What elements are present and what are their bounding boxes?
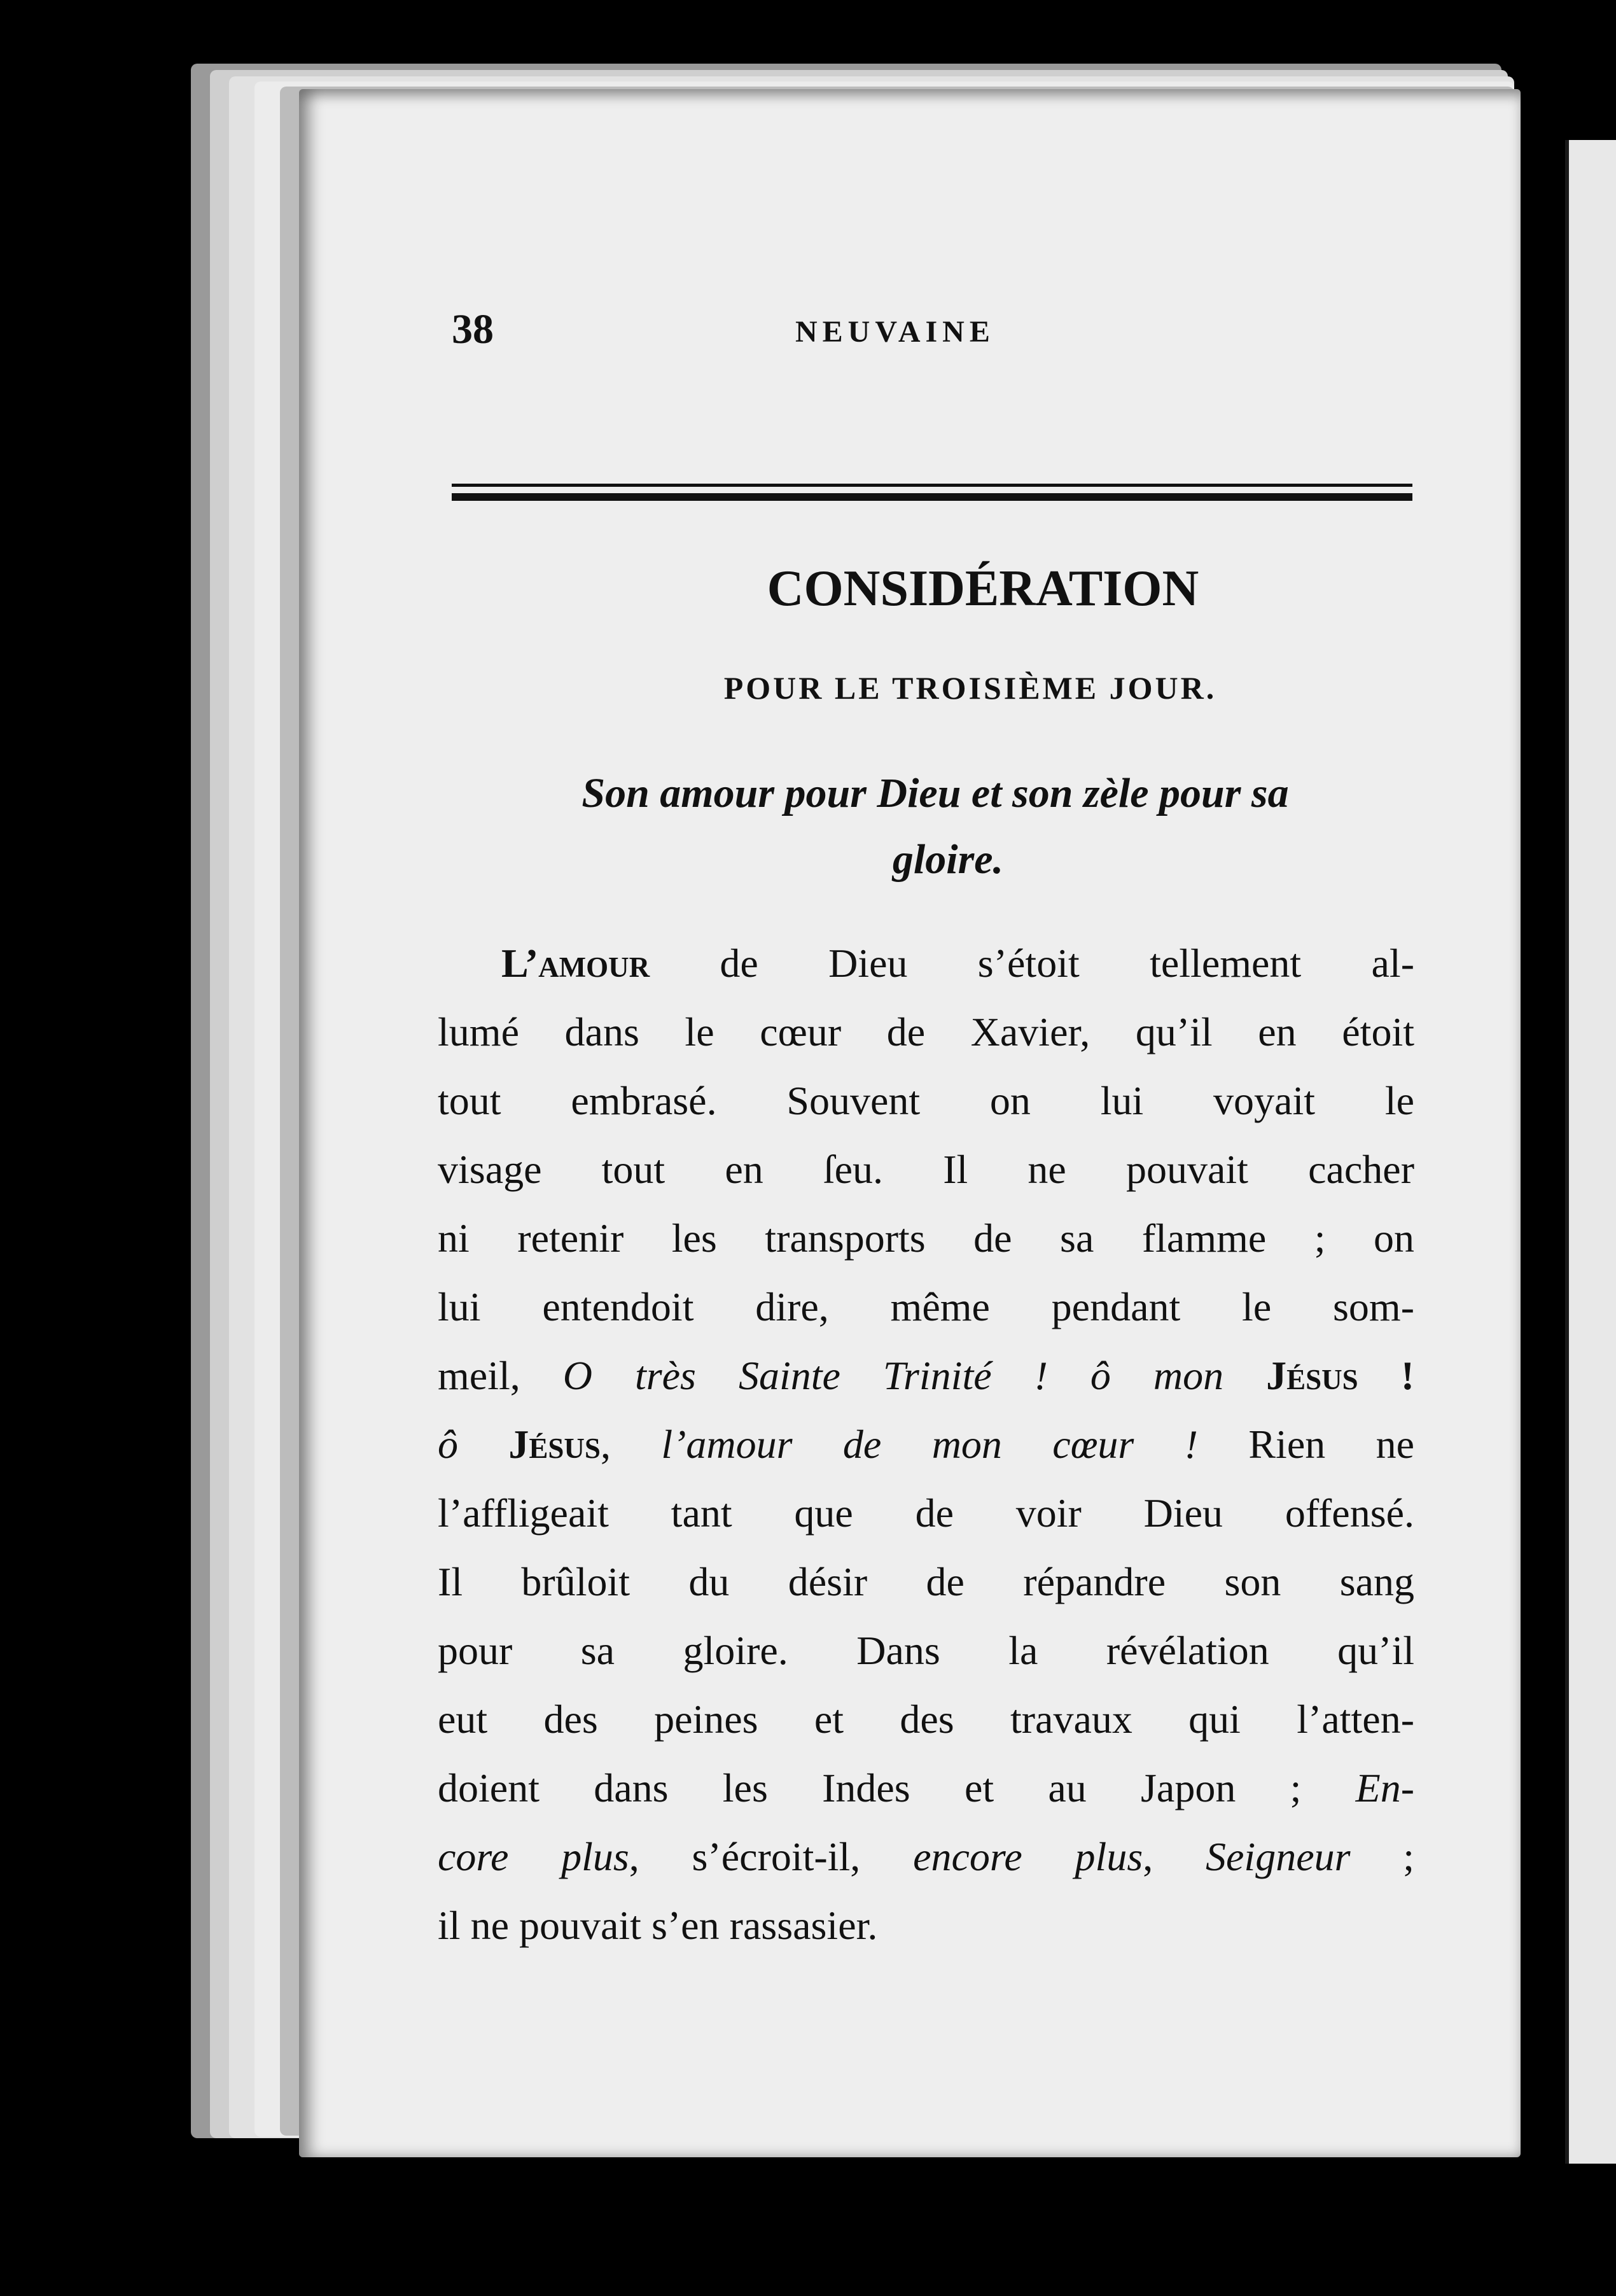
text-line: ni retenir les transports de sa flamme ; on xyxy=(438,1215,1414,1261)
text-line: visage tout en ſeu. Il ne pouvait cacher xyxy=(438,1147,1414,1192)
text-line: pour sa gloire. Dans la révélation qu’il xyxy=(438,1628,1414,1673)
drop-word: L’amour xyxy=(501,941,650,986)
italic-run: core plus xyxy=(438,1834,629,1879)
text-run: , xyxy=(1143,1834,1206,1879)
section-heading xyxy=(464,760,1406,893)
section-title: CONSIDÉRATION xyxy=(767,561,1199,617)
text-line: lumé dans le cœur de Xavier, qu’il en étoit xyxy=(438,1009,1414,1054)
italic-run: O très Sainte Trinité ! ô mon xyxy=(562,1353,1224,1398)
smallcaps-run: Jésus ! xyxy=(1223,1353,1415,1398)
text-line: il ne pouvait s’en rassasier. xyxy=(438,1903,878,1948)
running-head: NEUVAINE xyxy=(795,315,995,349)
text-line xyxy=(438,1823,1414,1891)
text-line xyxy=(438,1410,1414,1479)
text-line: l’affligeait tant que de voir Dieu offensé. xyxy=(438,1490,1414,1536)
text-line: eut des peines et des travaux qui l’atten- xyxy=(438,1697,1414,1742)
book-page xyxy=(299,89,1521,2157)
text-line xyxy=(438,1754,1414,1823)
text-run: doient dans les Indes et au Japon ; xyxy=(438,1765,1302,1810)
page-header xyxy=(452,305,1406,369)
text-line xyxy=(438,929,1414,998)
heading-line: gloire. xyxy=(892,836,1004,883)
italic-run: En- xyxy=(1301,1765,1415,1810)
page-number: 38 xyxy=(452,306,494,353)
text-run: ; xyxy=(1350,1834,1415,1879)
section-subtitle: POUR LE TROISIÈME JOUR. xyxy=(723,670,1217,706)
italic-run: ô xyxy=(438,1422,509,1467)
italic-run: l’amour de mon cœur ! xyxy=(661,1422,1198,1467)
smallcaps-run: Jésus xyxy=(508,1422,601,1467)
text-line xyxy=(438,1341,1414,1410)
rule-thin xyxy=(452,484,1412,487)
text-line: Il brûloit du désir de répandre son sang xyxy=(438,1559,1414,1604)
header-rule xyxy=(452,484,1412,501)
text-run: de Dieu s’étoit tellement al- xyxy=(650,941,1414,986)
heading-line: Son amour pour Dieu et son zèle pour sa xyxy=(582,770,1289,816)
text-run: , s’écroit-il, xyxy=(629,1834,914,1879)
facing-page-edge xyxy=(1565,140,1616,2164)
text-run: meil, xyxy=(438,1353,563,1398)
text-line: tout embrasé. Souvent on lui voyait le xyxy=(438,1078,1414,1123)
italic-run: encore plus xyxy=(913,1834,1143,1879)
body-paragraph xyxy=(438,929,1414,1960)
text-line: lui entendoit dire, même pendant le som- xyxy=(438,1284,1414,1329)
text-run: , xyxy=(600,1422,662,1467)
italic-run: Seigneur xyxy=(1206,1834,1351,1879)
text-run: Rien ne xyxy=(1197,1422,1415,1467)
rule-thick xyxy=(452,493,1412,501)
